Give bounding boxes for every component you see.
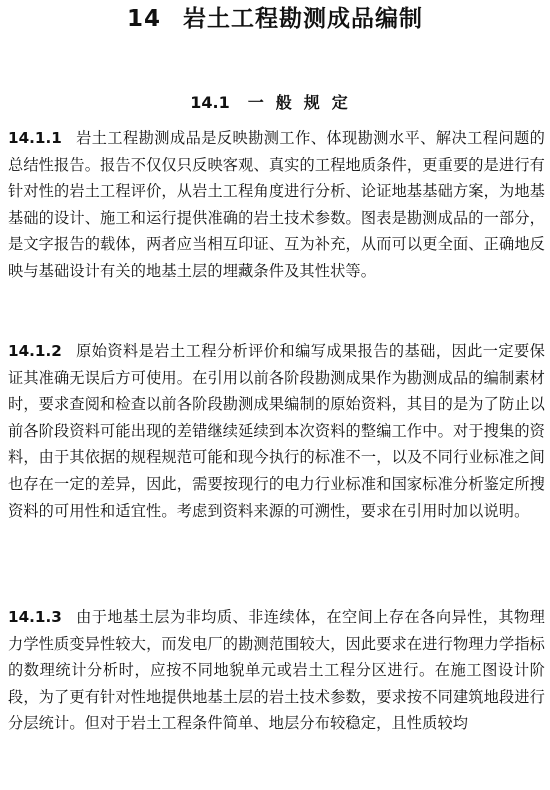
clause-paragraph bbox=[8, 604, 545, 737]
clause-paragraph bbox=[8, 125, 545, 285]
chapter-title bbox=[0, 4, 550, 34]
clause-text: 岩土工程勘测成品是反映勘测工作、体现勘测水平、解决工程问题的总结性报告。报告不仅仅只反映客观、真实的工程地质条件，更重要的是进行有针对性的岩土工程评价，从岩土工程角度进行分析、论证地基基础方案，为地基基础的设计、施工和运行提供准确的岩土技术参数。图表是勘测成品的一部分，是文字报告的载体，两者应当相互印证、互为补充，从而可以更全面、正确地反映与基础设计有关的地基土层的埋藏条件及其性状等。 bbox=[8, 129, 545, 280]
section-title bbox=[0, 91, 550, 115]
clause-number: 14.1.3 bbox=[8, 608, 62, 626]
section-number: 14.1 bbox=[190, 93, 230, 112]
clause-number: 14.1.2 bbox=[8, 342, 62, 360]
section-title-text: 一般规定 bbox=[247, 93, 360, 112]
clause-text: 由于地基土层为非均质、非连续体，在空间上存在各向异性，其物理力学性质变异性较大，而发电厂的勘测范围较大，因此要求在进行物理力学指标的数理统计分析时，应按不同地貌单元或岩土工程分区进行。在施工图设计阶段，为了更有针对性地提供地基土层的岩土技术参数，要求按不同建筑地段进行分层统计。但对于岩土工程条件简单、地层分布较稳定，且性质较均 bbox=[8, 608, 545, 733]
clause-number: 14.1.1 bbox=[8, 129, 62, 147]
clause-text: 原始资料是岩土工程分析评价和编写成果报告的基础，因此一定要保证其准确无误后方可使用。在引用以前各阶段勘测成果作为勘测成品的编制素材时，要求查阅和检查以前各阶段勘测成果编制的原始资料，其目的是为了防止以前各阶段资料可能出现的差错继续延续到本次资料的整编工作中。对于搜集的资料，由于其依据的规程规范可能和现今执行的标准不一，以及不同行业标准之间也存在一定的差异，因此，需要按现行的电力行业标准和国家标准分析鉴定所搜资料的可用性和适宜性。考虑到资料来源的可溯性，要求在引用时加以说明。 bbox=[8, 342, 545, 520]
clause-paragraph bbox=[8, 338, 545, 524]
chapter-number: 14 bbox=[126, 6, 161, 32]
chapter-title-text: 岩土工程勘测成品编制 bbox=[183, 6, 423, 32]
